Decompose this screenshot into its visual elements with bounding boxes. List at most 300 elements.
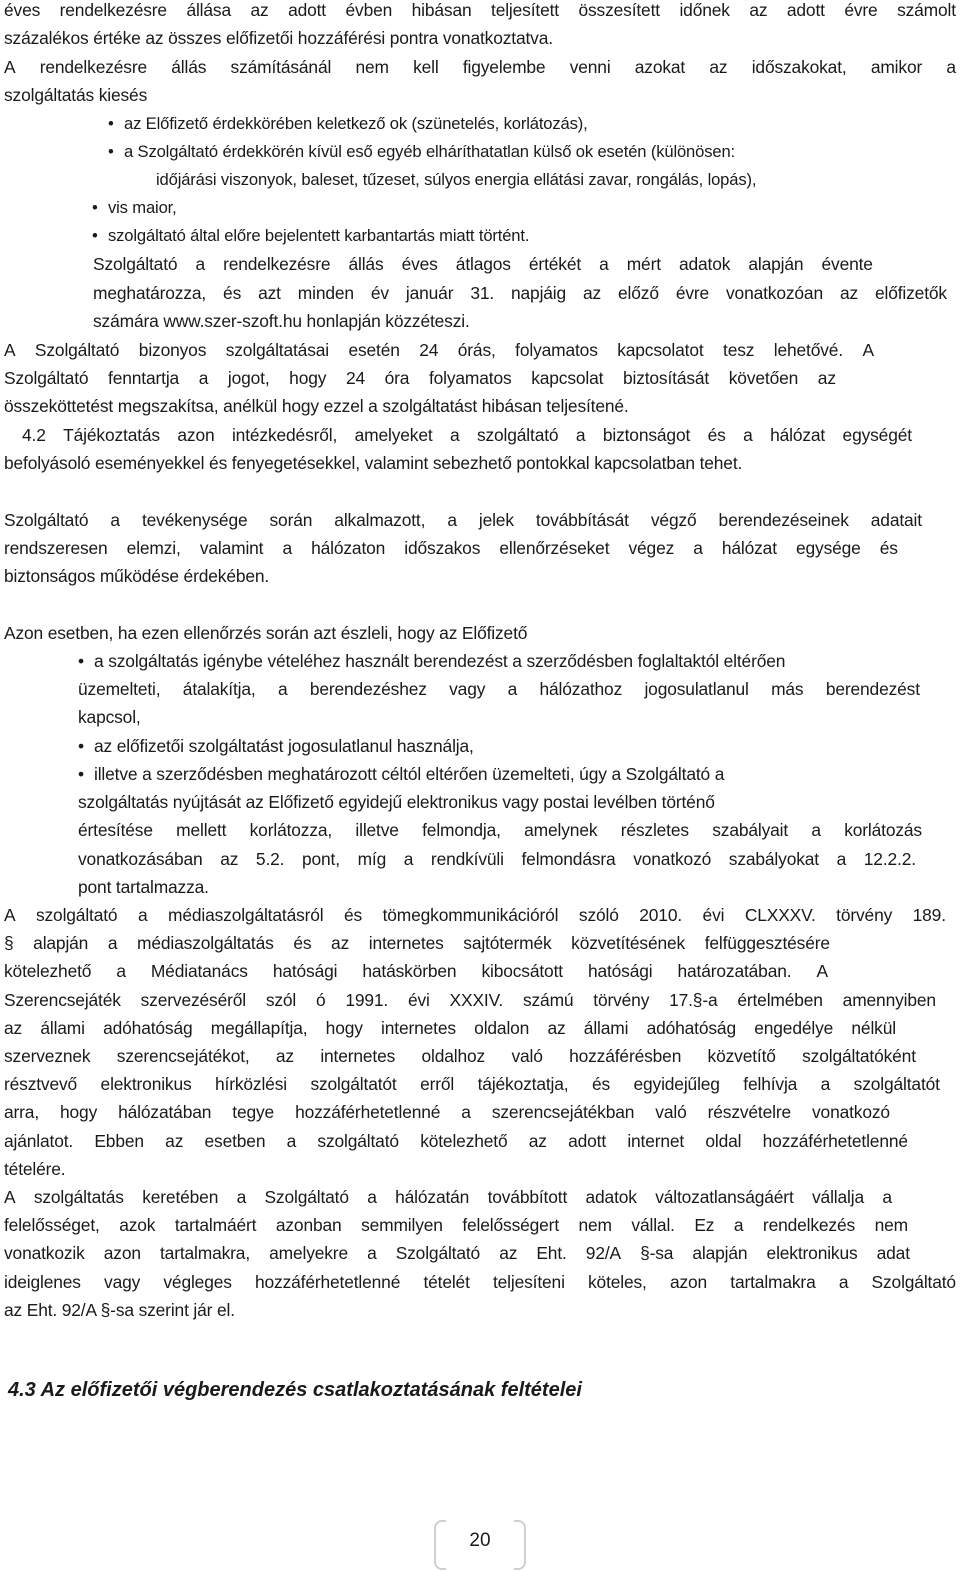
word: vonatkozóan	[726, 283, 823, 303]
word: rendelkezésre	[59, 0, 167, 20]
word: értelmében	[737, 990, 823, 1010]
page-footer	[430, 1520, 530, 1566]
word: Szolgáltató	[4, 510, 89, 530]
word: azokat	[634, 57, 686, 77]
word: az	[220, 849, 239, 869]
text-line: tételére.	[4, 1159, 66, 1179]
word: a	[403, 849, 414, 869]
section-4-2-title	[22, 421, 912, 449]
word: a	[236, 1187, 247, 1207]
word: arra,	[4, 1102, 40, 1122]
word: szolgáltató	[35, 905, 118, 925]
word: Szolgáltató	[4, 368, 89, 388]
word: 24	[419, 340, 439, 360]
word: továbbított	[487, 1187, 568, 1207]
list-item: • illetve a szerződésben meghatározott céltól eltérően üzemelteti, úgy a Szolgáltató a	[78, 760, 724, 788]
list-item-continuation: kapcsol,	[78, 707, 141, 727]
word: amelynek	[524, 820, 598, 840]
list-item-continuation: pont tartalmazza.	[78, 877, 209, 897]
word: mellett	[176, 820, 227, 840]
word: alkalmazott,	[334, 510, 426, 530]
word: §-sa	[640, 1243, 674, 1263]
text-line	[4, 1042, 916, 1070]
word: nem	[874, 1215, 908, 1235]
word: állása	[186, 0, 231, 20]
word: teljesíteni	[492, 1272, 565, 1292]
word: kapcsolatot	[617, 340, 704, 360]
word: internetes	[381, 1018, 456, 1038]
word: január	[405, 283, 454, 303]
word: vonatkozó	[633, 849, 712, 869]
word: folyamatos	[515, 340, 598, 360]
word: adóhatóság	[646, 1018, 736, 1038]
word: napjáig	[511, 283, 567, 303]
word: hogy	[60, 1102, 98, 1122]
word: évi	[702, 905, 725, 925]
word: tájékoztatja,	[477, 1074, 569, 1094]
word: hatósági	[272, 961, 338, 981]
word: a	[693, 538, 703, 558]
text-line	[4, 1127, 908, 1155]
word: a	[820, 1074, 831, 1094]
word: a	[367, 1243, 377, 1263]
word: azok	[119, 1215, 156, 1235]
word: évi	[407, 990, 430, 1010]
word: mért	[626, 254, 661, 274]
word: 1991.	[345, 990, 389, 1010]
word: 189.	[912, 905, 946, 925]
word: a	[110, 510, 120, 530]
word: vonatkozó	[812, 1102, 890, 1122]
word: szolgáltató	[317, 1131, 399, 1151]
word: a	[449, 425, 460, 445]
word: a	[836, 849, 847, 869]
word: számításánál	[230, 57, 332, 77]
text-line: összeköttetést megszakítsa, anélkül hogy ezzel a szolgáltatást hibásan teljesítené.	[4, 396, 629, 416]
word: ajánlatot.	[4, 1131, 74, 1151]
word: állami	[40, 1018, 85, 1038]
word: azonban	[275, 1215, 342, 1235]
word: hatáskörben	[362, 961, 457, 981]
text-line: Azon esetben, ha ezen ellenőrzés során azt észleli, hogy az Előfizető	[4, 623, 528, 643]
list-item: • az előfizetői szolgáltatást jogosulatlanul használja,	[78, 732, 474, 760]
word: számolt	[897, 0, 956, 20]
word: folyamatos	[428, 368, 512, 388]
word: §	[4, 933, 14, 953]
word: előző	[618, 283, 659, 303]
word: biztonságot	[602, 425, 691, 445]
word: állás	[171, 57, 207, 77]
word: valamint	[199, 538, 264, 558]
word: elektronikus	[100, 1074, 192, 1094]
word: értesítése	[78, 820, 153, 840]
word: esetben	[204, 1131, 266, 1151]
word: végleges	[163, 1272, 232, 1292]
word: ideiglenes	[4, 1272, 81, 1292]
word: hálózatán	[395, 1187, 470, 1207]
list-item-continuation	[78, 675, 920, 703]
word: szolgáltató	[476, 425, 559, 445]
word: és	[344, 905, 363, 925]
word: internetes	[320, 1046, 396, 1066]
word: illetve	[355, 820, 399, 840]
word: alapján	[692, 1243, 748, 1263]
word: vonatkozásában	[78, 849, 203, 869]
word: átalakítja,	[182, 679, 256, 699]
text-line	[4, 53, 956, 81]
word: felhívja	[743, 1074, 798, 1094]
word: a	[743, 425, 753, 445]
word: 4.2	[22, 425, 46, 445]
word: míg	[357, 849, 387, 869]
list-item-continuation: szolgáltatás nyújtását az Előfizető egyidejű elektronikus vagy postai levélben történő	[78, 792, 715, 812]
word: az	[4, 1018, 23, 1038]
word: fenntartja	[108, 368, 180, 388]
word: hibásan	[411, 0, 472, 20]
word: vagy	[449, 679, 486, 699]
word: állás	[348, 254, 384, 274]
word: Ez	[694, 1215, 715, 1235]
word: médiaszolgáltatásról	[167, 905, 324, 925]
word: hozzáférhetetlenné	[762, 1131, 908, 1151]
word: azon	[103, 1243, 141, 1263]
text-line	[93, 250, 873, 278]
word: vállal.	[631, 1215, 675, 1235]
word: adott	[786, 0, 825, 20]
word: 2010.	[639, 905, 683, 925]
word: törvény	[836, 905, 893, 925]
word: határozatában.	[677, 961, 792, 981]
word: éves	[4, 0, 41, 20]
word: Szolgáltató	[395, 1243, 481, 1263]
word: jelek	[478, 510, 514, 530]
word: óra	[384, 368, 410, 388]
word: az	[275, 1046, 294, 1066]
word: berendezést	[825, 679, 920, 699]
word: azt	[258, 283, 281, 303]
word: szóló	[578, 905, 619, 925]
word: a	[838, 1272, 849, 1292]
word: évre	[844, 0, 878, 20]
text-line	[4, 534, 898, 562]
word: évben	[345, 0, 393, 20]
text-line: százalékos értéke az összes előfizetői hozzáférési pontra vonatkoztatva.	[4, 28, 553, 48]
text-line	[4, 957, 828, 985]
word: szolgáltatót	[310, 1074, 397, 1094]
word: hálózatában	[118, 1102, 212, 1122]
word: Médiatanács	[150, 961, 248, 981]
page-number: 20	[469, 1530, 491, 1551]
word: a	[137, 905, 148, 925]
word: Szolgáltató	[34, 340, 120, 360]
word: a	[575, 425, 586, 445]
word: az	[547, 1018, 566, 1038]
word: a	[282, 538, 292, 558]
word: nem	[355, 57, 389, 77]
word: az	[709, 57, 728, 77]
word: résztvevő	[4, 1074, 78, 1094]
word: Szerencsejáték	[4, 990, 121, 1010]
text-line	[4, 1239, 910, 1267]
word: közvetítésének	[571, 933, 686, 953]
word: alapján	[33, 933, 89, 953]
word: felelősséget,	[4, 1215, 100, 1235]
list-item-continuation	[78, 816, 922, 844]
word: adatok	[585, 1187, 637, 1207]
word: hatósági	[587, 961, 653, 981]
word: tartalmakra,	[159, 1243, 250, 1263]
word: hozzáférésben	[569, 1046, 682, 1066]
word: szabályait	[712, 820, 789, 840]
word: a	[286, 1131, 297, 1151]
list-item-continuation	[78, 845, 916, 873]
word: oldal	[705, 1131, 742, 1151]
word: végző	[650, 510, 697, 530]
word: a	[198, 368, 209, 388]
word: és	[707, 425, 726, 445]
word: más	[771, 679, 804, 699]
word: való	[655, 1102, 687, 1122]
word: szervezéséről	[140, 990, 246, 1010]
word: alapján	[748, 254, 804, 274]
word: Tájékoztatás	[63, 425, 160, 445]
word: az	[165, 1131, 184, 1151]
word: az	[817, 368, 836, 388]
word: hozzáférhetetlenné	[255, 1272, 401, 1292]
word: Ebben	[94, 1131, 144, 1151]
word: követően	[728, 368, 799, 388]
word: venni	[569, 57, 611, 77]
word: rendszeresen	[4, 538, 108, 558]
text-line	[4, 929, 830, 957]
word: hálózathoz	[539, 679, 623, 699]
word: a	[811, 820, 821, 840]
word: tartalmakra	[730, 1272, 816, 1292]
word: egységét	[842, 425, 912, 445]
text-line	[4, 1014, 896, 1042]
word: esetén	[348, 340, 400, 360]
word: teljesített	[491, 0, 559, 20]
list-item-continuation: időjárási viszonyok, baleset, tűzeset, súlyos energia ellátási zavar, rongálás, lopás),	[156, 170, 757, 189]
list-item: • a Szolgáltató érdekkörén kívül eső egyéb elháríthatatlan külső ok esetén (különösen:	[108, 138, 735, 166]
word: a	[367, 1187, 377, 1207]
word: a	[507, 679, 518, 699]
word: szerencsejátékot,	[116, 1046, 250, 1066]
word: szerveznek	[4, 1046, 91, 1066]
word: Szolgáltató	[93, 254, 178, 274]
word: Szolgáltató	[264, 1187, 349, 1207]
word: sajtótermék	[463, 933, 552, 953]
word: szerencsejátékban	[491, 1102, 635, 1122]
word: szabályokat	[728, 849, 819, 869]
word: egysége	[795, 538, 861, 558]
text-line: szolgáltatás kiesés	[4, 85, 148, 105]
word: részvételre	[707, 1102, 792, 1122]
word: évre	[675, 283, 710, 303]
word: korlátozás	[844, 820, 922, 840]
word: szolgáltatót	[853, 1074, 940, 1094]
word: a	[461, 1102, 471, 1122]
word: továbbítását	[535, 510, 629, 530]
word: felfüggesztésére	[704, 933, 830, 953]
word: oldalon	[474, 1018, 530, 1038]
word: üzemelteti,	[78, 679, 161, 699]
word: A	[4, 905, 16, 925]
word: törvény	[593, 990, 650, 1010]
word: hogy	[325, 1018, 363, 1038]
word: 31.	[470, 283, 495, 303]
word: időnek	[679, 0, 730, 20]
word: változatlanságáért	[655, 1187, 794, 1207]
word: elemzi,	[126, 538, 181, 558]
word: megállapítja,	[210, 1018, 308, 1038]
word: kell	[413, 57, 439, 77]
word: kötelezhető	[420, 1131, 508, 1151]
text-line	[4, 364, 836, 392]
word: rendkívüli	[430, 849, 504, 869]
word: Eht.	[536, 1243, 567, 1263]
word: jogosulatlanul	[644, 679, 749, 699]
text-line: számára www.szer-szoft.hu honlapján közzéteszi.	[93, 311, 470, 331]
word: kapcsolat	[531, 368, 604, 388]
word: az	[499, 1243, 518, 1263]
word: CLXXXV.	[744, 905, 816, 925]
text-line	[93, 279, 947, 307]
word: meghatározza,	[93, 283, 207, 303]
word: vonatkozik	[4, 1243, 85, 1263]
text-line	[4, 1211, 908, 1239]
word: vállalja	[812, 1187, 864, 1207]
word: időszakokat,	[751, 57, 847, 77]
word: köteles,	[588, 1272, 647, 1292]
word: rendelkezésre	[223, 254, 331, 274]
word: és	[591, 1074, 611, 1094]
word: adatok	[678, 254, 731, 274]
word: szolgáltatás	[33, 1187, 124, 1207]
word: végez	[628, 538, 675, 558]
word: amennyiben	[842, 990, 936, 1010]
text-line	[4, 506, 922, 534]
word: állami	[583, 1018, 629, 1038]
word: az	[839, 283, 859, 303]
word: internet	[627, 1131, 685, 1151]
word: lehetővé.	[773, 340, 844, 360]
word: biztosítását	[622, 368, 710, 388]
text-line: befolyásoló eseményekkel és fenyegetésekkel, valamint sebezhető pontokkal kapcsolatban tehet.	[4, 453, 743, 473]
word: a	[733, 1215, 744, 1235]
word: a	[882, 1187, 892, 1207]
text-line	[4, 1098, 890, 1126]
word: azon	[177, 425, 215, 445]
word: tartalmáért	[174, 1215, 257, 1235]
word: intézkedésről,	[231, 425, 338, 445]
word: bizonyos	[138, 340, 207, 360]
word: tevékenysége	[141, 510, 248, 530]
word: berendezéshez	[309, 679, 427, 699]
word: értékét	[528, 254, 582, 274]
word: figyelembe	[462, 57, 546, 77]
word: hírközlési	[215, 1074, 287, 1094]
word: hozzáférhetetlenné	[295, 1102, 441, 1122]
word: adatait	[870, 510, 922, 530]
word: szól	[265, 990, 297, 1010]
word: berendezéseinek	[718, 510, 849, 530]
word: 24	[345, 368, 365, 388]
word: adat	[876, 1243, 910, 1263]
text-line	[4, 336, 874, 364]
word: Szolgáltató	[871, 1272, 956, 1292]
word: engedélye	[754, 1018, 834, 1038]
word: 5.2.	[255, 849, 285, 869]
word: hogy	[289, 368, 327, 388]
word: tegye	[232, 1102, 275, 1122]
word: felmondja,	[422, 820, 501, 840]
text-line	[4, 1268, 956, 1296]
word: órás,	[457, 340, 496, 360]
word: 17.§-a	[669, 990, 718, 1010]
word: során	[269, 510, 313, 530]
list-item: • a szolgáltatás igénybe vételéhez használt berendezést a szerződésben foglaltaktól eltérően	[78, 647, 948, 675]
word: rendelkezésre	[39, 57, 147, 77]
word: adóhatóság	[103, 1018, 193, 1038]
word: keretében	[142, 1187, 219, 1207]
list-item: • vis maior,	[92, 194, 177, 222]
word: pont,	[301, 849, 340, 869]
word: A	[4, 57, 16, 77]
word: kibocsátott	[481, 961, 563, 981]
word: való	[511, 1046, 543, 1066]
text-line	[4, 901, 946, 929]
word: adott	[288, 0, 326, 20]
word: A	[816, 961, 828, 981]
word: részletes	[620, 820, 689, 840]
text-line	[4, 986, 936, 1014]
text-line	[4, 1183, 892, 1211]
word: A	[4, 340, 16, 360]
word: hálózat	[721, 538, 777, 558]
word: hálózat	[770, 425, 826, 445]
word: az	[331, 933, 350, 953]
word: nem	[578, 1215, 612, 1235]
word: a	[107, 933, 118, 953]
word: amikor	[870, 57, 923, 77]
list-item: • az Előfizető érdekkörében keletkező ok (szünetelés, korlátozás),	[108, 110, 588, 138]
word: semmilyen	[361, 1215, 443, 1235]
word: médiaszolgáltatás	[137, 933, 274, 953]
word: tömegkommunikációról	[382, 905, 559, 925]
word: korlátozza,	[249, 820, 333, 840]
word: közvetítő	[707, 1046, 776, 1066]
word: és	[223, 283, 242, 303]
word: rendelkezés	[762, 1215, 856, 1235]
word: amelyekre	[269, 1243, 348, 1263]
word: tételét	[423, 1272, 470, 1292]
word: vagy	[104, 1272, 141, 1292]
word: nélkül	[851, 1018, 896, 1038]
word: előfizetők	[874, 283, 947, 303]
word: kötelezhető	[4, 961, 92, 981]
word: év	[370, 283, 389, 303]
word: egyidejűleg	[633, 1074, 720, 1094]
word: és	[879, 538, 898, 558]
word: 12.2.2.	[863, 849, 916, 869]
word: elektronikus	[766, 1243, 858, 1263]
word: időszakos	[404, 538, 481, 558]
word: ellenőrzéseket	[499, 538, 610, 558]
word: a	[277, 679, 288, 699]
word: a	[599, 254, 609, 274]
word: szolgáltatóként	[802, 1046, 916, 1066]
